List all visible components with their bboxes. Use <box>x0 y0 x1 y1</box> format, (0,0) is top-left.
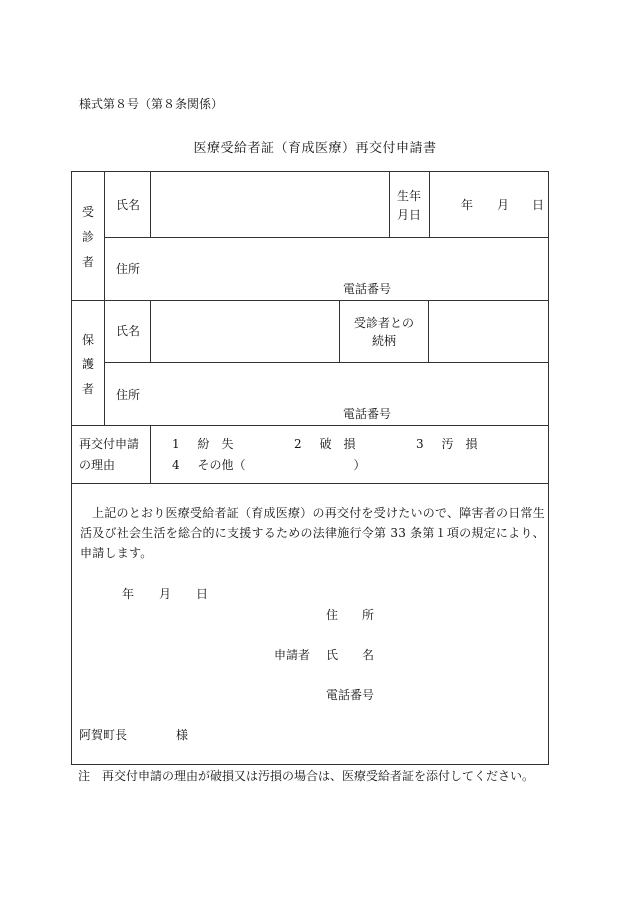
guardian-address-field[interactable] <box>151 363 547 403</box>
guardian-address-label: 住所 <box>116 388 141 402</box>
patient-name-label: 氏名 <box>116 198 141 212</box>
table-border-right <box>548 171 549 765</box>
table-line <box>429 171 430 237</box>
reason-option-text: 紛 失 <box>197 437 234 451</box>
patient-birth-label: 生年 <box>397 189 422 203</box>
guardian-section-char: 護 <box>81 357 94 371</box>
applicant-phone-label: 電話番号 <box>326 688 375 702</box>
date-day-label: 日 <box>196 587 209 601</box>
relation-label: 受診者との <box>353 316 414 330</box>
table-line <box>71 425 549 426</box>
patient-section-char: 診 <box>81 230 94 244</box>
patient-name-field[interactable] <box>151 172 388 236</box>
table-line <box>339 300 340 362</box>
applicant-label: 申請者 <box>274 648 311 662</box>
guardian-section-char: 者 <box>81 382 94 396</box>
reason-option-text: 破 損 <box>319 437 356 451</box>
form-number: 様式第８号（第８条関係） <box>79 97 224 111</box>
table-line <box>150 425 151 483</box>
birth-day-label: 日 <box>532 198 545 212</box>
applicant-name-label: 氏 名 <box>326 648 375 662</box>
reason-label: 再交付申請 <box>79 437 140 451</box>
birth-month-label: 月 <box>497 198 510 212</box>
guardian-section-char: 保 <box>81 333 94 347</box>
reason-option-number: 1 <box>172 437 180 451</box>
reason-option-damaged[interactable] <box>294 437 355 452</box>
reason-option-text: その他（ ） <box>197 458 366 472</box>
table-border-bottom <box>71 764 549 765</box>
patient-section-char: 者 <box>81 255 94 269</box>
patient-phone-label: 電話番号 <box>343 282 392 296</box>
reason-label: の理由 <box>79 458 116 472</box>
patient-address-label: 住所 <box>116 262 141 276</box>
reason-option-other[interactable] <box>172 458 365 473</box>
patient-birth-label: 月日 <box>397 208 422 222</box>
applicant-address-label: 住 所 <box>326 608 375 622</box>
addressee-honorific: 様 <box>176 728 189 742</box>
relation-label: 続柄 <box>371 334 396 348</box>
guardian-phone-label: 電話番号 <box>343 407 392 421</box>
table-line <box>71 483 549 484</box>
guardian-name-field[interactable] <box>151 301 338 361</box>
reason-option-soiled[interactable] <box>416 437 477 452</box>
reason-option-lost[interactable] <box>172 437 233 452</box>
patient-section-char: 受 <box>81 205 94 219</box>
guardian-name-label: 氏名 <box>116 324 141 338</box>
declaration-text: 上記のとおり医療受給者証（育成医療）の再交付を受けたいので、障害者の日常生活及び社会生活を総合的に支援するための法律施行令第 33 条第１項の規定により、申請します。 <box>80 506 546 560</box>
document-title: 医療受給者証（育成医療）再交付申請書 <box>193 141 437 156</box>
patient-address-field[interactable] <box>151 238 547 278</box>
relation-field[interactable] <box>429 301 547 361</box>
birth-year-label: 年 <box>461 198 474 212</box>
reason-option-number: 2 <box>294 437 302 451</box>
table-line <box>389 171 390 237</box>
reason-option-text: 汚 損 <box>441 437 478 451</box>
addressee-name: 阿賀町長 <box>79 728 128 742</box>
date-month-label: 月 <box>159 587 172 601</box>
footnote: 注 再交付申請の理由が破損又は汚損の場合は、医療受給者証を添付してください。 <box>78 769 535 783</box>
date-year-label: 年 <box>122 587 135 601</box>
reason-option-number: 3 <box>416 437 424 451</box>
reason-option-number: 4 <box>172 458 180 472</box>
